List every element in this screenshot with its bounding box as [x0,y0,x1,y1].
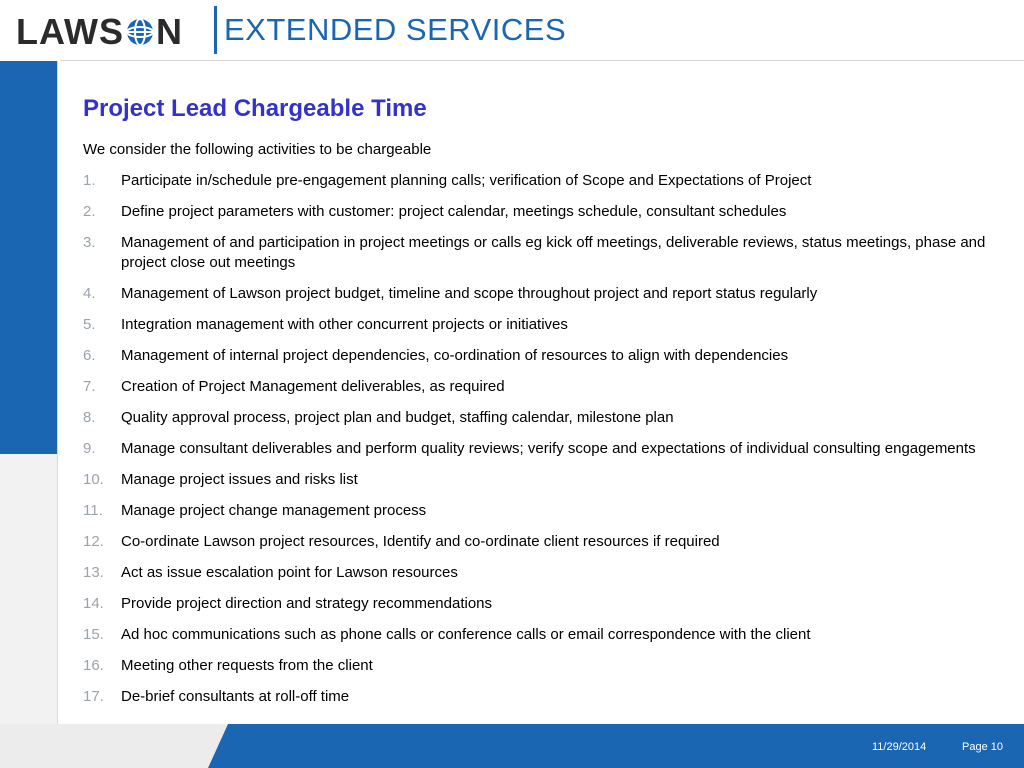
list-item-text: Manage project change management process [121,502,427,519]
logo-letters-left: LAWS [16,11,124,52]
list-item [83,656,1003,676]
slide-header [0,0,1024,60]
page-title: Project Lead Chargeable Time [83,95,427,122]
logo-divider [214,6,217,54]
list-item-text: Define project parameters with customer: project calendar, meetings schedule, consultant schedules [121,203,787,220]
list-item-text: Manage project issues and risks list [121,471,358,488]
list-item-text: De-brief consultants at roll-off time [121,688,350,705]
list-item-number: 5. [83,316,96,333]
content-edge-line [57,61,58,724]
list-item-number: 11. [83,502,103,519]
footer-band [0,724,1024,768]
list-item-number: 15. [83,626,104,643]
list-item [83,377,1003,397]
list-item-number: 17. [83,688,104,705]
globe-icon [125,17,155,47]
list-item-number: 10. [83,471,104,488]
list-item [83,687,1003,707]
list-item [83,315,1003,335]
list-item-number: 2. [83,203,96,220]
list-item-text: Act as issue escalation point for Lawson resources [121,564,458,581]
list-item [83,439,1003,459]
logo-wordmark [16,11,183,53]
list-item [83,563,1003,583]
list-item [83,532,1003,552]
logo-subtitle: EXTENDED SERVICES [224,12,567,47]
logo-letter-right: N [156,11,183,52]
list-item [83,594,1003,614]
lawson-logo [16,12,183,52]
list-item [83,470,1003,490]
list-item-text: Ad hoc communications such as phone calls or conference calls or email correspondence with the client [121,626,811,643]
list-item-text: Manage consultant deliverables and perform quality reviews; verify scope and expectations of individual consulting engagements [121,440,976,457]
slide-footer [0,724,1024,768]
list-item-number: 14. [83,595,104,612]
list-item-text: Quality approval process, project plan and budget, staffing calendar, milestone plan [121,409,674,426]
list-item-text: Creation of Project Management deliverables, as required [121,378,505,395]
list-item [83,233,1003,273]
list-item [83,202,1003,222]
footer-date: 11/29/2014 [872,741,927,753]
list-item [83,171,1003,191]
list-item-text: Integration management with other concurrent projects or initiatives [121,316,568,333]
list-item-number: 1. [83,172,96,189]
list-item [83,408,1003,428]
list-item-text: Meeting other requests from the client [121,657,373,674]
list-item-number: 4. [83,285,96,302]
header-divider [60,60,1024,61]
list-item-text: Provide project direction and strategy recommendations [121,595,493,612]
list-item-number: 9. [83,440,96,457]
list-item [83,346,1003,366]
list-item-text: Management of Lawson project budget, timeline and scope throughout project and report status regularly [121,285,818,302]
list-item-number: 13. [83,564,104,581]
list-item [83,625,1003,645]
list-item-number: 16. [83,657,104,674]
list-item-text: Co-ordinate Lawson project resources, Identify and co-ordinate client resources if required [121,533,720,550]
list-item-number: 7. [83,378,96,395]
left-accent-bar [0,61,57,454]
left-panel-lower [0,454,57,724]
list-item-text: Management of and participation in project meetings or calls eg kick off meetings, deliverable reviews, status meetings, phase and project close out meetings [121,234,986,271]
footer-page-number: Page 10 [962,741,1003,753]
intro-text: We consider the following activities to be chargeable [83,141,432,158]
list-item-text: Management of internal project dependencies, co-ordination of resources to align with dependencies [121,347,789,364]
list-item-text: Participate in/schedule pre-engagement planning calls; verification of Scope and Expectations of Project [121,172,812,189]
list-item [83,284,1003,304]
list-item [83,501,1003,521]
list-item-number: 12. [83,533,104,550]
list-item-number: 6. [83,347,96,364]
list-item-number: 3. [83,234,96,251]
list-item-number: 8. [83,409,96,426]
activity-list [83,171,1003,718]
